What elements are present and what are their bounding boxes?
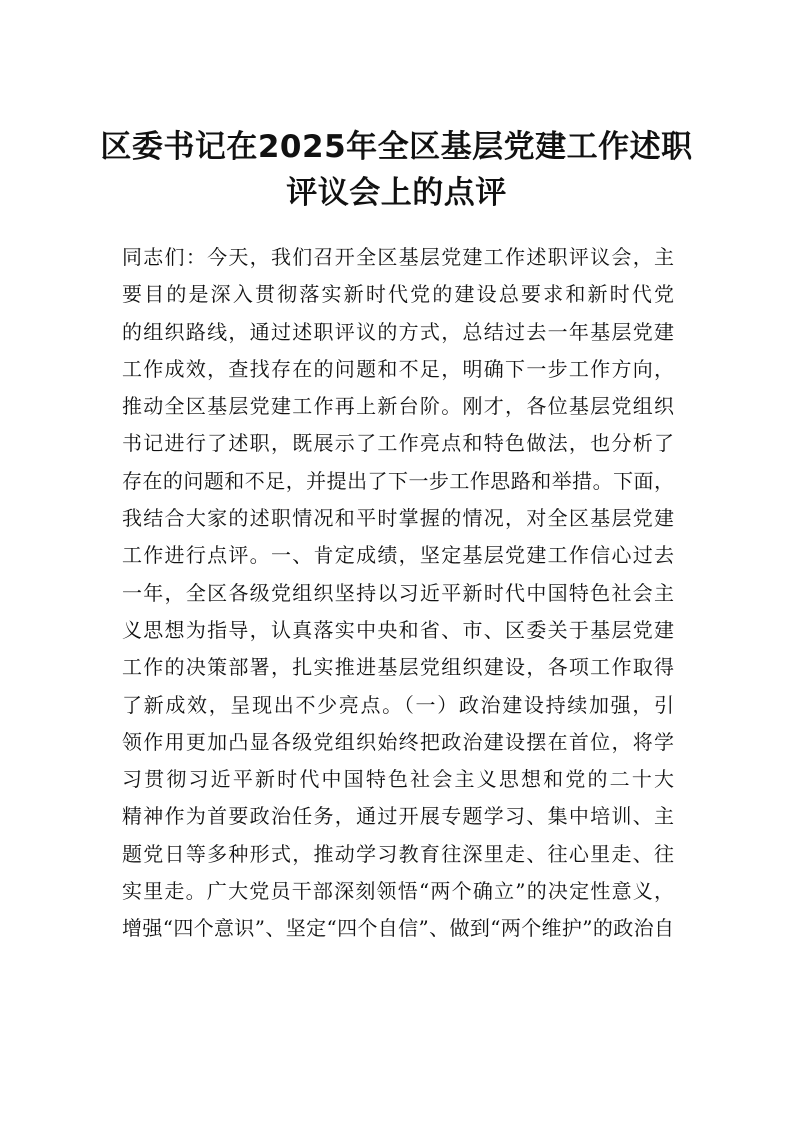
body-line: 了新成效，呈现出不少亮点。（一）政治建设持续加强，引	[122, 692, 674, 717]
document-title-line-2: 评议会上的点评	[286, 175, 507, 211]
body-line: 存在的问题和不足，并提出了下一步工作思路和举措。下面，	[122, 468, 674, 493]
body-line: 增强“四个意识”、坚定“四个自信”、做到“两个维护”的政治自	[122, 916, 674, 941]
body-line: 我结合大家的述职情况和平时掌握的情况，对全区基层党建	[122, 506, 674, 531]
body-line: 义思想为指导，认真落实中央和省、市、区委关于基层党建	[122, 617, 674, 642]
document-title-line-1: 区委书记在2025年全区基层党建工作述职	[100, 129, 693, 165]
body-line: 习贯彻习近平新时代中国特色社会主义思想和党的二十大	[122, 767, 674, 792]
body-line: 同志们：今天，我们召开全区基层党建工作述职评议会，主	[122, 245, 674, 269]
body-line: 工作的决策部署，扎实推进基层党组织建设，各项工作取得	[122, 655, 674, 680]
body-line: 领作用更加凸显各级党组织始终把政治建设摆在首位，将学	[122, 729, 674, 754]
body-line: 推动全区基层党建工作再上新台阶。刚才，各位基层党组织	[122, 394, 674, 419]
body-line: 实里走。广大党员干部深刻领悟“两个确立”的决定性意义，	[122, 879, 674, 904]
body-line: 工作成效，查找存在的问题和不足，明确下一步工作方向，	[122, 356, 674, 381]
body-line: 精神作为首要政治任务，通过开展专题学习、集中培训、主	[122, 804, 674, 829]
body-line: 的组织路线，通过述职评议的方式，总结过去一年基层党建	[122, 319, 674, 344]
body-line: 一年，全区各级党组织坚持以习近平新时代中国特色社会主	[122, 580, 674, 605]
body-line: 要目的是深入贯彻落实新时代党的建设总要求和新时代党	[122, 282, 674, 307]
body-line: 工作进行点评。一、肯定成绩，坚定基层党建工作信心过去	[122, 543, 674, 568]
document-body	[122, 239, 674, 948]
body-line: 题党日等多种形式，推动学习教育往深里走、往心里走、往	[122, 841, 674, 866]
body-line: 书记进行了述职，既展示了工作亮点和特色做法，也分析了	[122, 431, 674, 456]
